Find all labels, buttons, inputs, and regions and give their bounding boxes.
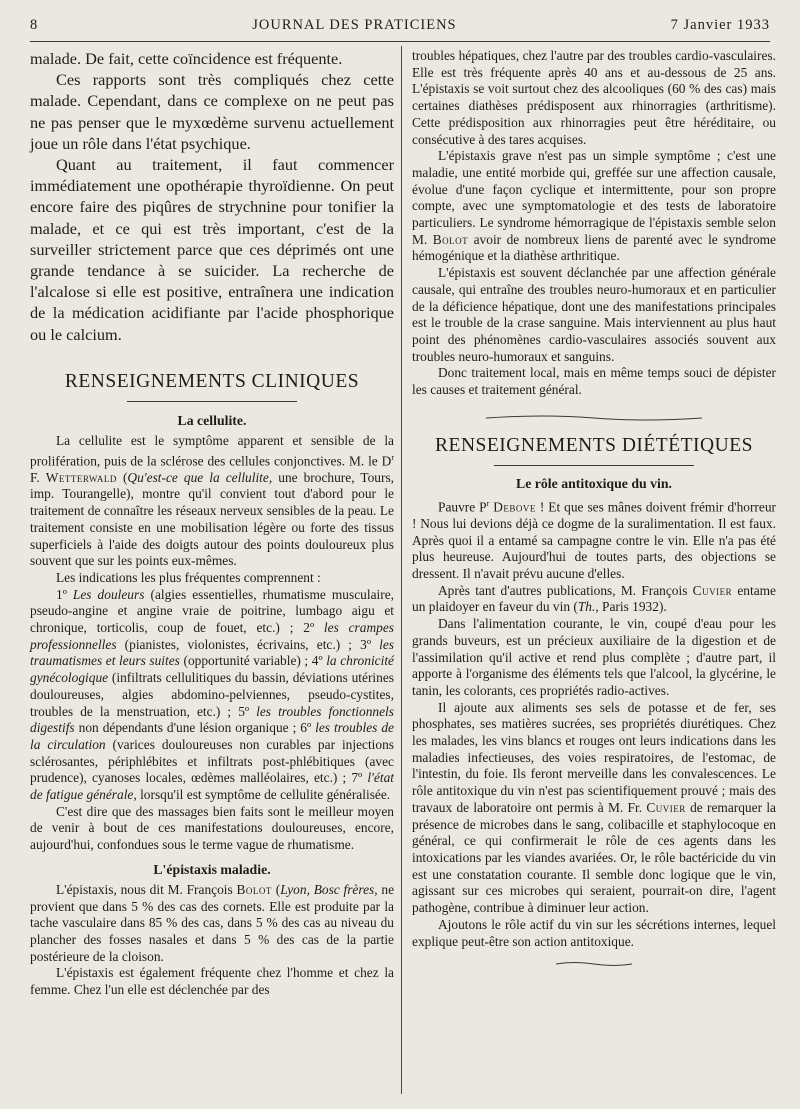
intro-paragraph-2: Ces rapports sont très compliqués chez cette malade. Cependant, dans ce complexe on ne peut pas ne pas penser que le myxœdème survenu actuellement joue un rôle dans l'état psychique. (30, 70, 394, 153)
vin-paragraph-1: Pauvre $P^r$ Debove ! Et que ses mânes doivent frémir d'horreur ! Nous lui devions déjà ce dogme de la suralimentation. Il est faux. Après quoi il a entamé sa campagne contre le vin. Elle n'a pas été plus heureuse. Aujourd'hui de toutes parts, des objections se dressent. Il n'avait prévu aucune d'elles. (412, 498, 776, 582)
epistaxis-paragraph-4: L'épistaxis est souvent déclanchée par une affection générale causale, qui entraîne des troubles neuro-humoraux et en particulier de la déficience hépatique, dont une des manifestations principales est le trouble de la crase sanguine. Mais interviennent au plus haut point des phénomènes cardio-vasculaires associés souvent aux troubles neuro-humoraux et sanguins. (412, 265, 776, 364)
intro-paragraph-3: Quant au traitement, il faut commencer immédiatement une opothérapie thyroïdienne. On peut encore faire des piqûres de strychnine pour tonifier la malade, et ce qui est très important, c'est de la surveiller strictement parce que ces déprimés ont une grande tendance à se suicider. La recherche de l'alcalose si elle est positive, entraînera une indication de la médication acidifiante par l'acide phosphorique ou le calcium. (30, 155, 394, 344)
section-title-dietetic: RENSEIGNEMENTS DIÉTÉTIQUES (435, 434, 753, 456)
vin-paragraph-2: Après tant d'autres publications, M. François Cuvier entame un plaidoyer en faveur du vin (Th., Paris 1932). (412, 582, 776, 615)
epistaxis-paragraph-1: L'épistaxis, nous dit M. François Bolot (Lyon, Bosc frères, ne provient que dans 5 % des cas des cornets. Elle est produite par la tache vasculaire dans 85 % des cas, dans 5 % des cas au niveau du plancher des fosses nasales et dans 5 % des cas de la partie postérieure de la cloison. (30, 881, 395, 964)
intro-paragraph-1: malade. De fait, cette coïncidence est fréquente. (30, 49, 343, 68)
left-column (30, 48, 394, 999)
issue-date: 7 Janvier 1933 (670, 16, 770, 33)
cellulite-paragraph-3: C'est dire que des massages bien faits sont le meilleur moyen de venir à bout de ces manifestations douloureuses, encore, aujourd'hui, confondues sous le terme vague de rhumatisme. (30, 803, 394, 853)
vin-paragraph-4: Il ajoute aux aliments ses sels de potasse et de fer, ses phosphates, ses matières sucrées, ses propriétés diurétiques. Chez les malades, les vins blancs et rouges ont leurs indications dans les maladies infectieuses, des voies respiratoires, de l'estomac, de l'intestin, du foie. Ils feront merveille dans les convalescences. Le rôle antitoxique du vin n'est pas scientifiquement prouvé ; mais des travaux de laboratoire ont permis à M. Fr. Cuvier de remarquer la présence de microbes dans le sang, colibacille et staphylocoque en général, ce qui confirmerait le rôle de ces agents dans les intoxications par les viandes avariées. Or, le rôle bactéricide du vin est une constatation courante. Il semble donc logique que le vin, agissant sur ces microbes qui seraient, pourrait-on dire, l'agent pathogène, contribue à diminuer leur action. (412, 699, 776, 916)
ornamental-rule (484, 413, 704, 423)
cellulite-paragraph-1: La cellulite est le symptôme apparent et sensible de la prolifération, puis de la sclérose des cellules conjonctives. M. le $D^r$ F. Wetterwald (Qu'est-ce que la cellulite, une brochure, Tours, imp. Tourangelle), montre qu'il convient tout d'abord pour le traitement de connaître les réseaux nerveux sensibles de la peau. Le traitement consiste en une mobilisation légère ou forte des tissus superficiels à l'aide des doigts autour des points douloureux plus souvent que sur les points eux-mêmes. (30, 432, 394, 569)
cellulite-paragraph-2: Les indications les plus fréquentes comprennent : (56, 569, 321, 585)
epistaxis-paragraph-5: Donc traitement local, mais en même temps souci de dépister les causes et traitement général. (412, 365, 776, 398)
column-divider (401, 46, 402, 1094)
header-rule (30, 41, 770, 42)
epistaxis-continued: troubles hépatiques, chez l'autre par des troubles cardio-vasculaires. Elle est très fréquente après 40 ans et au-dessous de 25 ans. L'épistaxis se voit surtout chez des alcooliques (60 % des cas) mais certaines diathèses prédisposent aux rhinorragies (arthritisme). Cette prédisposition aux rhinorragies peut être héréditaire, ou consécutive à des tares acquises. (412, 48, 776, 147)
end-ornament (554, 960, 634, 968)
indications-list: 1º Les douleurs (algies essentielles, rhumatisme musculaire, pseudo-angine et angine vraie de poitrine, lumbago aigu et chronique, torticolis, coup de fouet, etc.) ; 2º les crampes professionnelles (pianistes, violonistes, écrivains, etc.) ; 3º les traumatismes et leurs suites (opportunité variable) ; 4º la chronicité gynécologique (infiltrats cellulitiques du bassin, déviations utérines douloureuses, algies abdomino-pelviennes, pseudo-cystites, troubles de la menstruation, etc.) ; 5º les troubles fonctionnels digestifs non dépendants d'une lésion organique ; 6º les troubles de la circulation (varices douloureuses non curables par injections sclérosantes, périphlébites et infiltrats post-phlébitiques (avec prudence), cyanoses locales, œdèmes malléolaires, etc.) ; 7º l'état de fatigue générale, lorsqu'il est symptôme de cellulite généralisée. (30, 586, 395, 803)
epistaxis-paragraph-3: L'épistaxis grave n'est pas un simple symptôme ; c'est une maladie, une entité morbide qui, greffée sur une affection causale, évolue d'une façon cyclique et intermittente, pour son propre compte, avec une symptomatologie et des tests de laboratoire particuliers. Le syndrome hémorragique de l'épistaxis semble selon M. Bolot avoir de nombreux liens de parenté avec le syndrome hémogénique et la diathèse arthritique. (412, 148, 777, 264)
running-header (30, 12, 770, 38)
vin-paragraph-3: Dans l'alimentation courante, le vin, coupé d'eau pour les grands buveurs, est un précieux auxiliaire de la digestion et de l'assimilation qu'il active et rend plus complète ; d'autre part, il apporte à l'organisme des éléments tels que l'alcool, la glycérine, le tanin, les colorants, ces propriétés radio-actives. (412, 616, 776, 698)
author-name: Wetterwald (45, 469, 117, 485)
cellulite-title: La cellulite. (177, 412, 247, 428)
epistaxis-title: L'épistaxis maladie. (153, 861, 271, 877)
vin-title: Le rôle antitoxique du vin. (516, 475, 672, 491)
page-number: 8 (30, 16, 39, 33)
right-column (412, 48, 776, 968)
epistaxis-paragraph-2: L'épistaxis est également fréquente chez l'homme et chez la femme. Chez l'un elle est déclenchée par des (30, 965, 394, 998)
section-title-clinical: RENSEIGNEMENTS CLINIQUES (64, 370, 360, 392)
vin-paragraph-5: Ajoutons le rôle actif du vin sur les sécrétions internes, lequel explique peut-être son action antitoxique. (412, 916, 776, 949)
book-title: Qu'est-ce que la cellulite (127, 469, 269, 485)
journal-title: JOURNAL DES PRATICIENS (252, 16, 457, 33)
